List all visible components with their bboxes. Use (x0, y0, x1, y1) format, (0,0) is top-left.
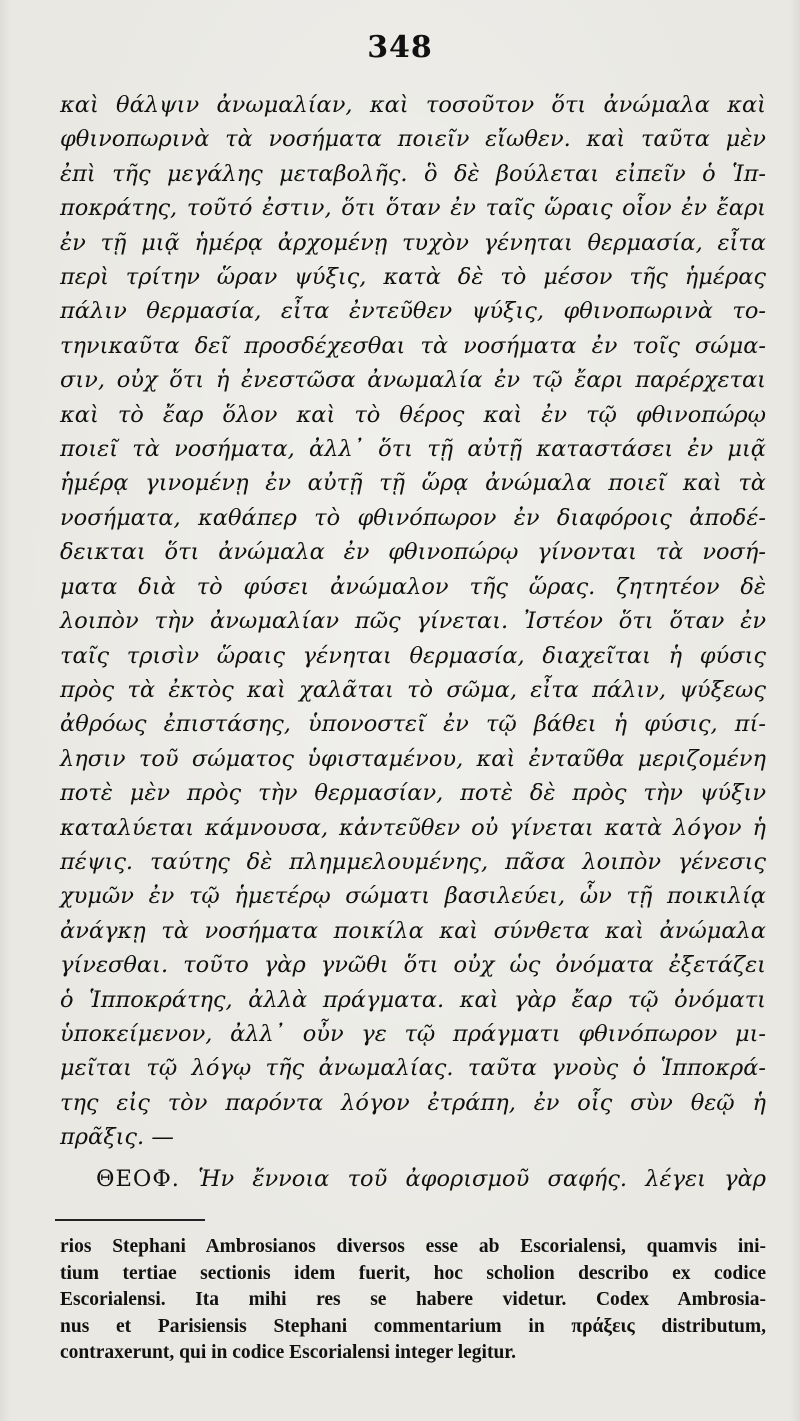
footnote-block (60, 1234, 766, 1367)
text-line: ἡμέρᾳ γινομένῃ ἐν αὐτῇ τῇ ὥρᾳ ἀνώμαλα ποιεῖ καὶ τὰ (60, 470, 766, 497)
text-line: καὶ τὸ ἔαρ ὅλον καὶ τὸ θέρος καὶ ἐν τῷ φθινοπώρῳ (60, 401, 766, 428)
text-line: χυμῶν ἐν τῷ ἡμετέρῳ σώματι βασιλεύει, ὧν τῇ ποικιλίᾳ (60, 883, 766, 910)
speaker-label: ΘΕΟΦ. (96, 1166, 180, 1192)
text-line: φθινοπωρινὰ τὰ νοσήματα ποιεῖν εἴωθεν. καὶ ταῦτα μὲν (60, 126, 766, 153)
text-line: ἐπὶ τῆς μεγάλης μεταβολῆς. ὃ δὲ βούλεται εἰπεῖν ὁ Ἱπ- (60, 160, 766, 187)
footnote-divider (55, 1219, 205, 1221)
footnote-line: tium tertiae sectionis idem fuerit, hoc scholion describo ex codice (60, 1262, 766, 1284)
text-line: λοιπὸν τὴν ἀνωμαλίαν πῶς γίνεται. Ἰστέον ὅτι ὅταν ἐν (60, 608, 766, 635)
footnote-line: rios Stephani Ambrosianos diversos esse ab Escorialensi, quamvis ini- (60, 1236, 766, 1257)
text-line: νοσήματα, καθάπερ τὸ φθινόπωρον ἐν διαφόροις ἀποδέ- (60, 504, 766, 531)
text-line: ποιεῖ τὰ νοσήματα, ἀλλ᾽ ὅτι τῇ αὐτῇ καταστάσει ἐν μιᾷ (60, 436, 766, 463)
text-line: της εἰς τὸν παρόντα λόγον ἐτράπη, ἐν οἷς σὺν θεῷ ἡ (60, 1089, 766, 1116)
text-line: ὑποκείμενον, ἀλλ᾽ οὖν γε τῷ πράγματι φθινόπωρον μι- (60, 1020, 766, 1047)
footnote-line: Escorialensi. Ita mihi res se habere videtur. Codex Ambrosia- (60, 1289, 766, 1310)
text-line: πέψις. ταύτης δὲ πλημμελουμένης, πᾶσα λοιπὸν γένεσις (60, 848, 766, 875)
footnote-line: contraxerunt, qui in codice Escorialensi integer legitur. (60, 1342, 517, 1363)
text-line: περὶ τρίτην ὥραν ψύξις, κατὰ δὲ τὸ μέσον τῆς ἡμέρας (60, 264, 766, 291)
text-line: πάλιν θερμασία, εἶτα ἐντεῦθεν ψύξις, φθινοπωρινὰ το- (60, 298, 766, 325)
main-text-block (60, 88, 766, 1155)
speaker-text: Ἡν ἔννοια τοῦ ἀφορισμοῦ σαφής. λέγει γὰρ (198, 1166, 767, 1192)
text-line: ματα διὰ τὸ φύσει ἀνώμαλον τῆς ὥρας. ζητητέον δὲ (60, 573, 766, 600)
text-line: ἀθρόως ἐπιστάσης, ὑπονοστεῖ ἐν τῷ βάθει ἡ φύσις, πί- (60, 711, 766, 738)
page-number: 348 (367, 30, 433, 65)
text-line: ἀνάγκῃ τὰ νοσήματα ποικίλα καὶ σύνθετα καὶ ἀνώμαλα (60, 917, 766, 944)
text-line: ὁ Ἱπποκράτης, ἀλλὰ πράγματα. καὶ γὰρ ἔαρ τῷ ὀνόματι (60, 986, 766, 1013)
text-line: ποτὲ μὲν πρὸς τὴν θερμασίαν, ποτὲ δὲ πρὸς τὴν ψύξιν (60, 780, 766, 807)
text-line: πρᾶξις. — (60, 1124, 174, 1151)
text-line: γίνεσθαι. τοῦτο γὰρ γνῶθι ὅτι οὐχ ὡς ὀνόματα ἐξετάζει (60, 952, 766, 979)
text-line: καταλύεται κάμνουσα, κἀντεῦθεν οὐ γίνεται κατὰ λόγον ἡ (60, 814, 766, 841)
footnote-line: nus et Parisiensis Stephani commentarium in πράξεις distributum, (60, 1315, 766, 1337)
text-line: ποκράτης, τοῦτό ἐστιν, ὅτι ὅταν ἐν ταῖς ὥραις οἷον ἐν ἔαρι (60, 195, 766, 222)
text-line: σιν, οὐχ ὅτι ἡ ἐνεστῶσα ἀνωμαλία ἐν τῷ ἔαρι παρέρχεται (60, 367, 766, 394)
text-line: πρὸς τὰ ἐκτὸς καὶ χαλᾶται τὸ σῶμα, εἶτα πάλιν, ψύξεως (60, 676, 766, 703)
text-line: τηνικαῦτα δεῖ προσδέχεσθαι τὰ νοσήματα ἐν τοῖς σώμα- (60, 332, 766, 359)
text-line: ἐν τῇ μιᾷ ἡμέρᾳ ἀρχομένῃ τυχὸν γένηται θερμασία, εἶτα (60, 229, 766, 256)
text-line: καὶ θάλψιν ἀνωμαλίαν, καὶ τοσοῦτον ὅτι ἀνώμαλα καὶ (60, 92, 766, 118)
text-line: δεικται ὅτι ἀνώμαλα ἐν φθινοπώρῳ γίνονται τὰ νοσή- (60, 539, 766, 566)
text-line: μεῖται τῷ λόγῳ τῆς ἀνωμαλίας. ταῦτα γνοὺς ὁ Ἱπποκρά- (60, 1055, 766, 1082)
text-line: λησιν τοῦ σώματος ὑφισταμένου, καὶ ἐνταῦθα μεριζομένη (60, 745, 766, 772)
text-line: ταῖς τρισὶν ὥραις γένηται θερμασία, διαχεῖται ἡ φύσις (60, 642, 766, 669)
speaker-line (96, 1162, 766, 1196)
